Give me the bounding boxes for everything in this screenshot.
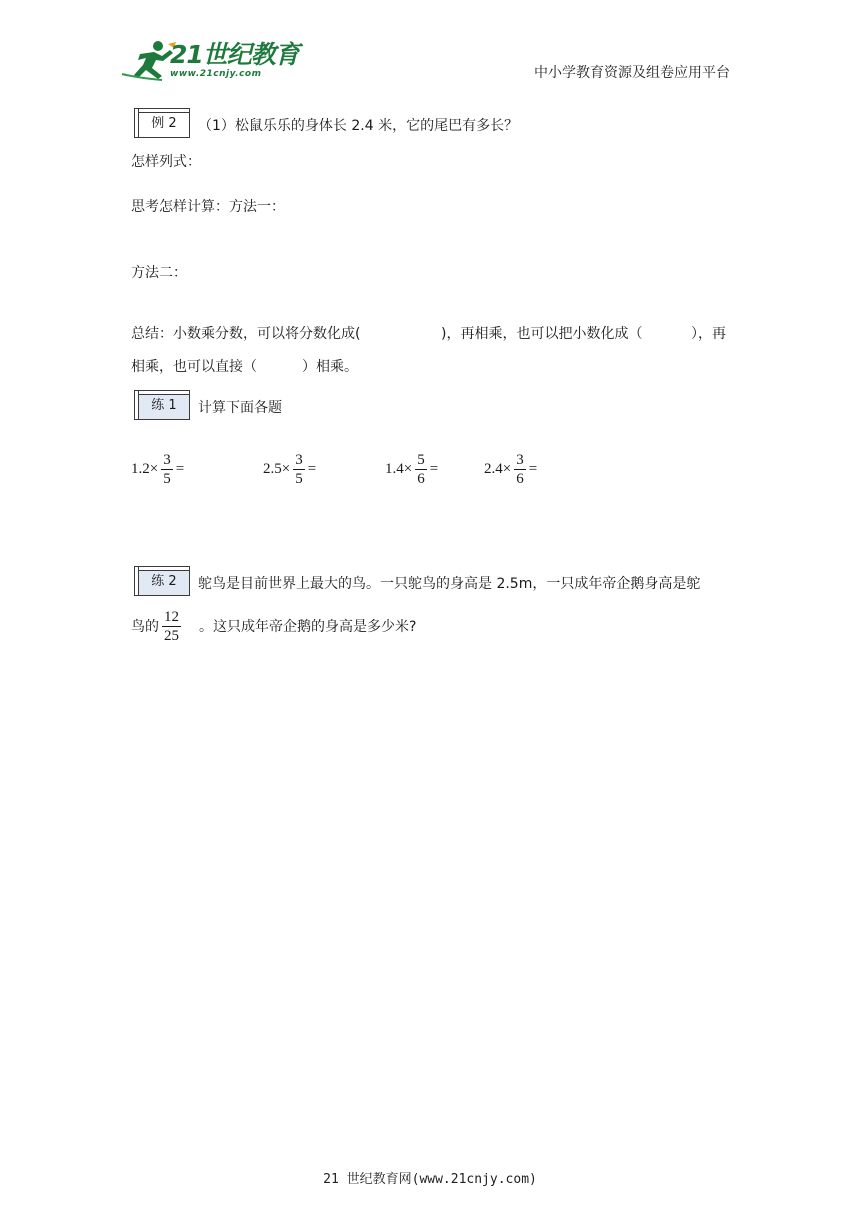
- summary-part-d: 相乘，也可以直接（: [131, 359, 257, 375]
- method-two: 方法二：: [131, 265, 187, 281]
- calc-item: 2.4× $\frac{3}{6}$ =: [484, 451, 538, 487]
- footer-text: 21 世纪教育网(www.21cnjy.com): [323, 1172, 537, 1187]
- example2-question: （1）松鼠乐乐的身体长 2.4 米，它的尾巴有多长？: [198, 118, 519, 134]
- calc-item: 1.2× $\frac{3}{5}$ =: [131, 451, 185, 487]
- example2-tag-label: 例 2: [151, 116, 177, 131]
- platform-name: 中小学教育资源及组卷应用平台: [534, 65, 730, 81]
- practice2-text-line1: 鸵鸟是目前世界上最大的鸟。一只鸵鸟的身高是 2.5m，一只成年帝企鹅身高是鸵: [198, 576, 701, 592]
- logo-text: 21世纪教育: [170, 40, 299, 69]
- summary-part-c: ），再: [691, 326, 726, 342]
- logo-url: www.21cnjy.com: [170, 69, 262, 79]
- practice2-tag: [134, 566, 190, 596]
- example2-tag: [134, 108, 190, 138]
- practice1-title: 计算下面各题: [198, 400, 282, 416]
- practice2-text-line2: 鸟的 $\frac{12}{25}$ 。这只成年帝企鹅的身高是多少米?: [131, 608, 417, 644]
- calc-item: 1.4× $\frac{5}{6}$ =: [385, 451, 439, 487]
- practice1-tag: [134, 390, 190, 420]
- calc-item: 2.5× $\frac{3}{5}$ =: [263, 451, 317, 487]
- summary-part-e: ）相乘。: [302, 359, 358, 375]
- fraction-12-25: $\frac{12}{25}$: [164, 608, 179, 644]
- how-to-formula: 怎样列式：: [131, 154, 201, 170]
- summary-part-b: )，再相乘，也可以把小数化成（: [441, 326, 643, 342]
- practice2-tag-label: 练 2: [151, 574, 177, 589]
- method-one: 思考怎样计算：方法一：: [131, 199, 285, 215]
- practice1-tag-label: 练 1: [151, 398, 177, 413]
- summary-part-a: 总结：小数乘分数，可以将分数化成(: [131, 326, 361, 342]
